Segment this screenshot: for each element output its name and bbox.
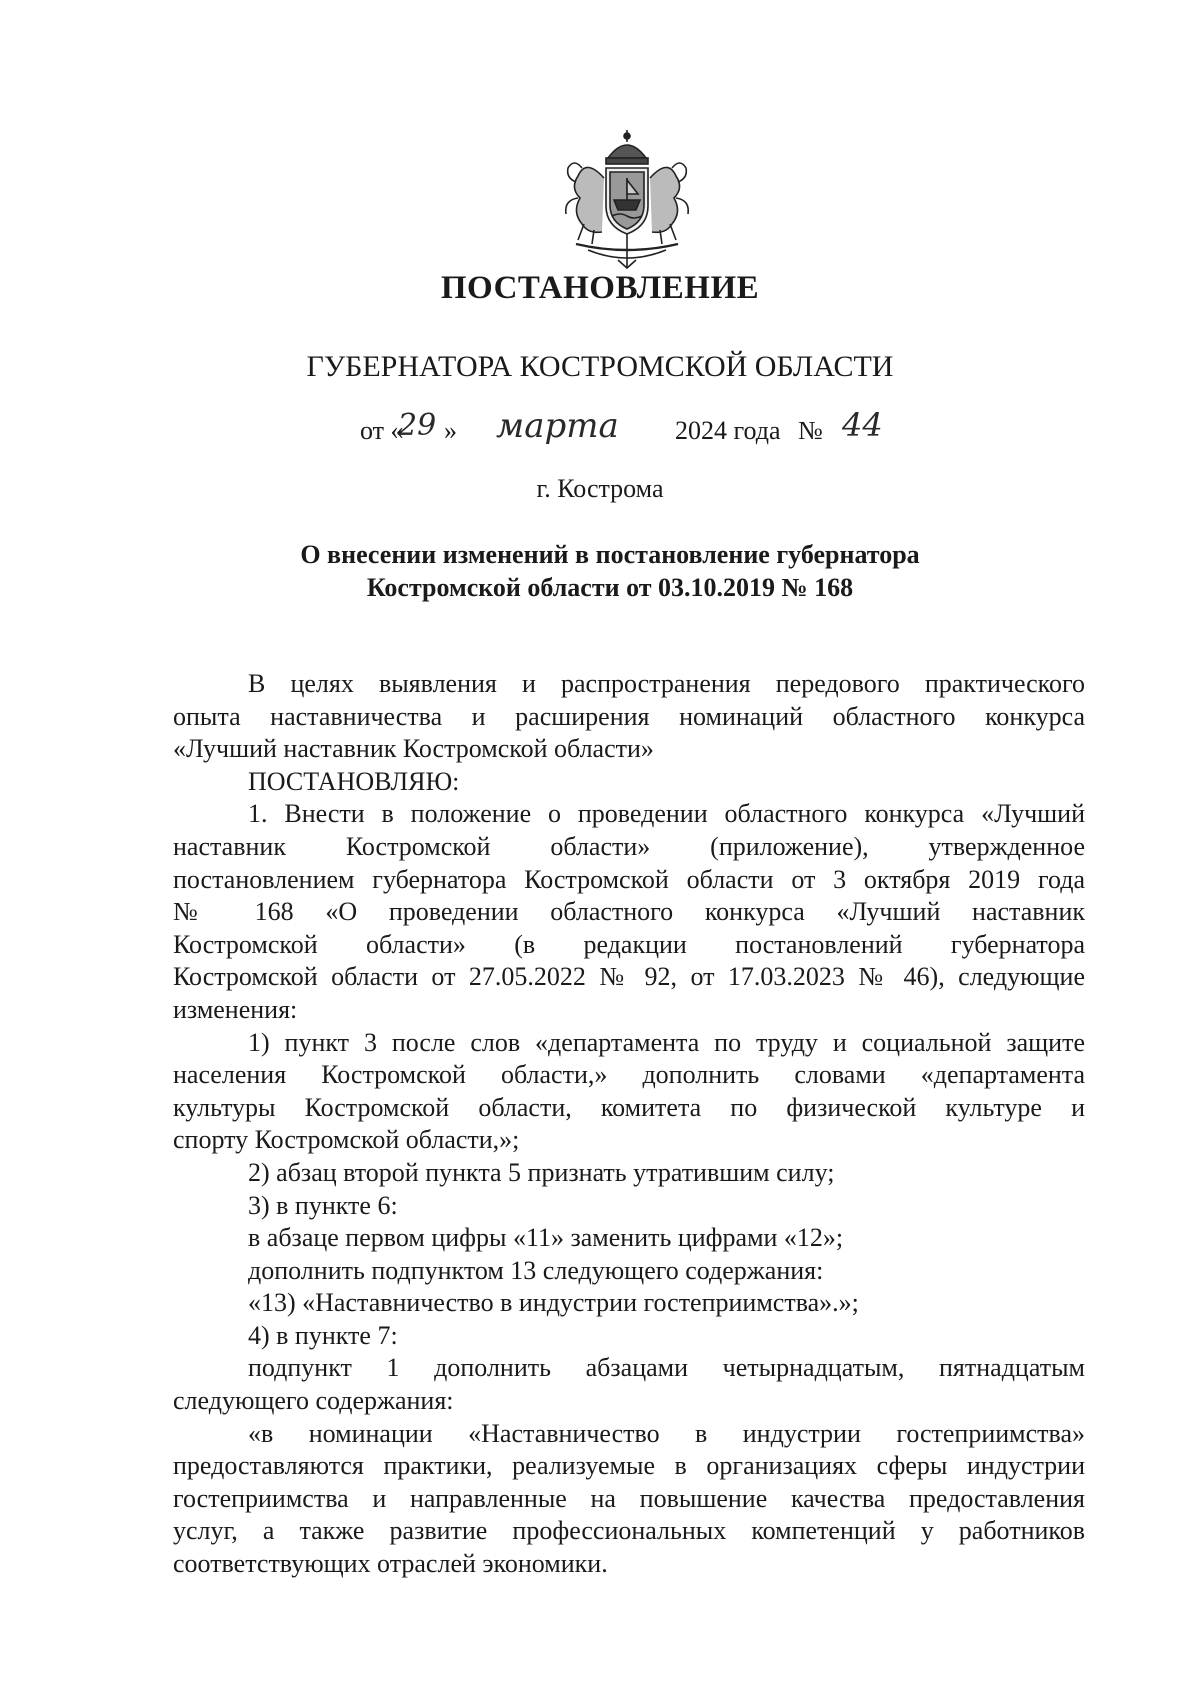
number-label: № xyxy=(798,416,823,445)
body-line: № 168 «О проведении областного конкурса «Лучший наставник xyxy=(173,897,1085,927)
body-line: В целях выявления и распространения передового практического xyxy=(248,669,1085,698)
body-line: культуры Костромской области, комитета по физической культуре и xyxy=(173,1092,1085,1122)
body-line: наставник Костромской области» (приложение), утвержденное xyxy=(173,831,1085,861)
body-line: услуг, а также развитие профессиональных компетенций у работников xyxy=(173,1516,1085,1546)
body-line: изменения: xyxy=(173,994,298,1024)
date-prefix: от « xyxy=(360,416,404,445)
body-line: соответствующих отраслей экономики. xyxy=(173,1549,608,1579)
body-line: 3) в пункте 6: xyxy=(248,1190,398,1220)
body-line: «13) «Наставничество в индустрии гостеприимства».»; xyxy=(248,1288,859,1318)
body-line: 1. Внести в положение о проведении областного конкурса «Лучший xyxy=(248,799,1085,829)
body-line: «Лучший наставник Костромской области» xyxy=(173,734,654,764)
body-line: 2) абзац второй пункта 5 признать утратившим силу; xyxy=(248,1157,835,1187)
body-line: Костромской области» (в редакции постановлений губернатора xyxy=(173,929,1085,959)
document-subject xyxy=(160,538,1060,604)
body-line: «в номинации «Наставничество в индустрии гостеприимства» xyxy=(248,1418,1085,1448)
date-day-handwritten: 29 xyxy=(398,408,437,443)
document-title: ПОСТАНОВЛЕНИЕ xyxy=(440,270,760,306)
body-line: в абзаце первом цифры «11» заменить цифрами «12»; xyxy=(248,1223,844,1253)
body-line: опыта наставничества и расширения номинаций областного конкурса xyxy=(173,701,1085,731)
body-line: спорту Костромской области,»; xyxy=(173,1125,520,1155)
document-number-handwritten: 44 xyxy=(842,406,883,444)
body-line: постановлением губернатора Костромской области от 3 октября 2019 года xyxy=(173,864,1085,894)
resolve-line: ПОСТАНОВЛЯЮ: xyxy=(248,766,460,796)
body-line: Костромской области от 27.05.2022 № 92, от 17.03.2023 № 46), следующие xyxy=(173,962,1085,992)
date-mid: » xyxy=(444,416,457,445)
subject-line: Костромской области от 03.10.2019 № 168 xyxy=(366,573,854,602)
body-line: гостеприимства и направленные на повышение качества предоставления xyxy=(173,1483,1085,1513)
date-year: 2024 года xyxy=(675,416,781,445)
body-line: дополнить подпунктом 13 следующего содержания: xyxy=(248,1255,824,1285)
subject-line: О внесении изменений в постановление губернатора xyxy=(300,540,920,569)
body-line: 1) пункт 3 после слов «департамента по труду и социальной защите xyxy=(248,1027,1085,1057)
body-line: населения Костромской области,» дополнить словами «департамента xyxy=(173,1060,1085,1090)
issuer-line: ГУБЕРНАТОРА КОСТРОМСКОЙ ОБЛАСТИ xyxy=(306,350,894,383)
body-line: предоставляются практики, реализуемые в организациях сферы индустрии xyxy=(173,1451,1085,1481)
body-line: подпункт 1 дополнить абзацами четырнадцатым, пятнадцатым xyxy=(248,1353,1085,1383)
coat-of-arms-emblem xyxy=(548,128,706,270)
document-body xyxy=(173,668,1085,1581)
body-line: следующего содержания: xyxy=(173,1386,454,1416)
date-month-handwritten: марта xyxy=(496,406,619,446)
body-line: 4) в пункте 7: xyxy=(248,1320,398,1350)
city-line: г. Кострома xyxy=(536,474,664,503)
